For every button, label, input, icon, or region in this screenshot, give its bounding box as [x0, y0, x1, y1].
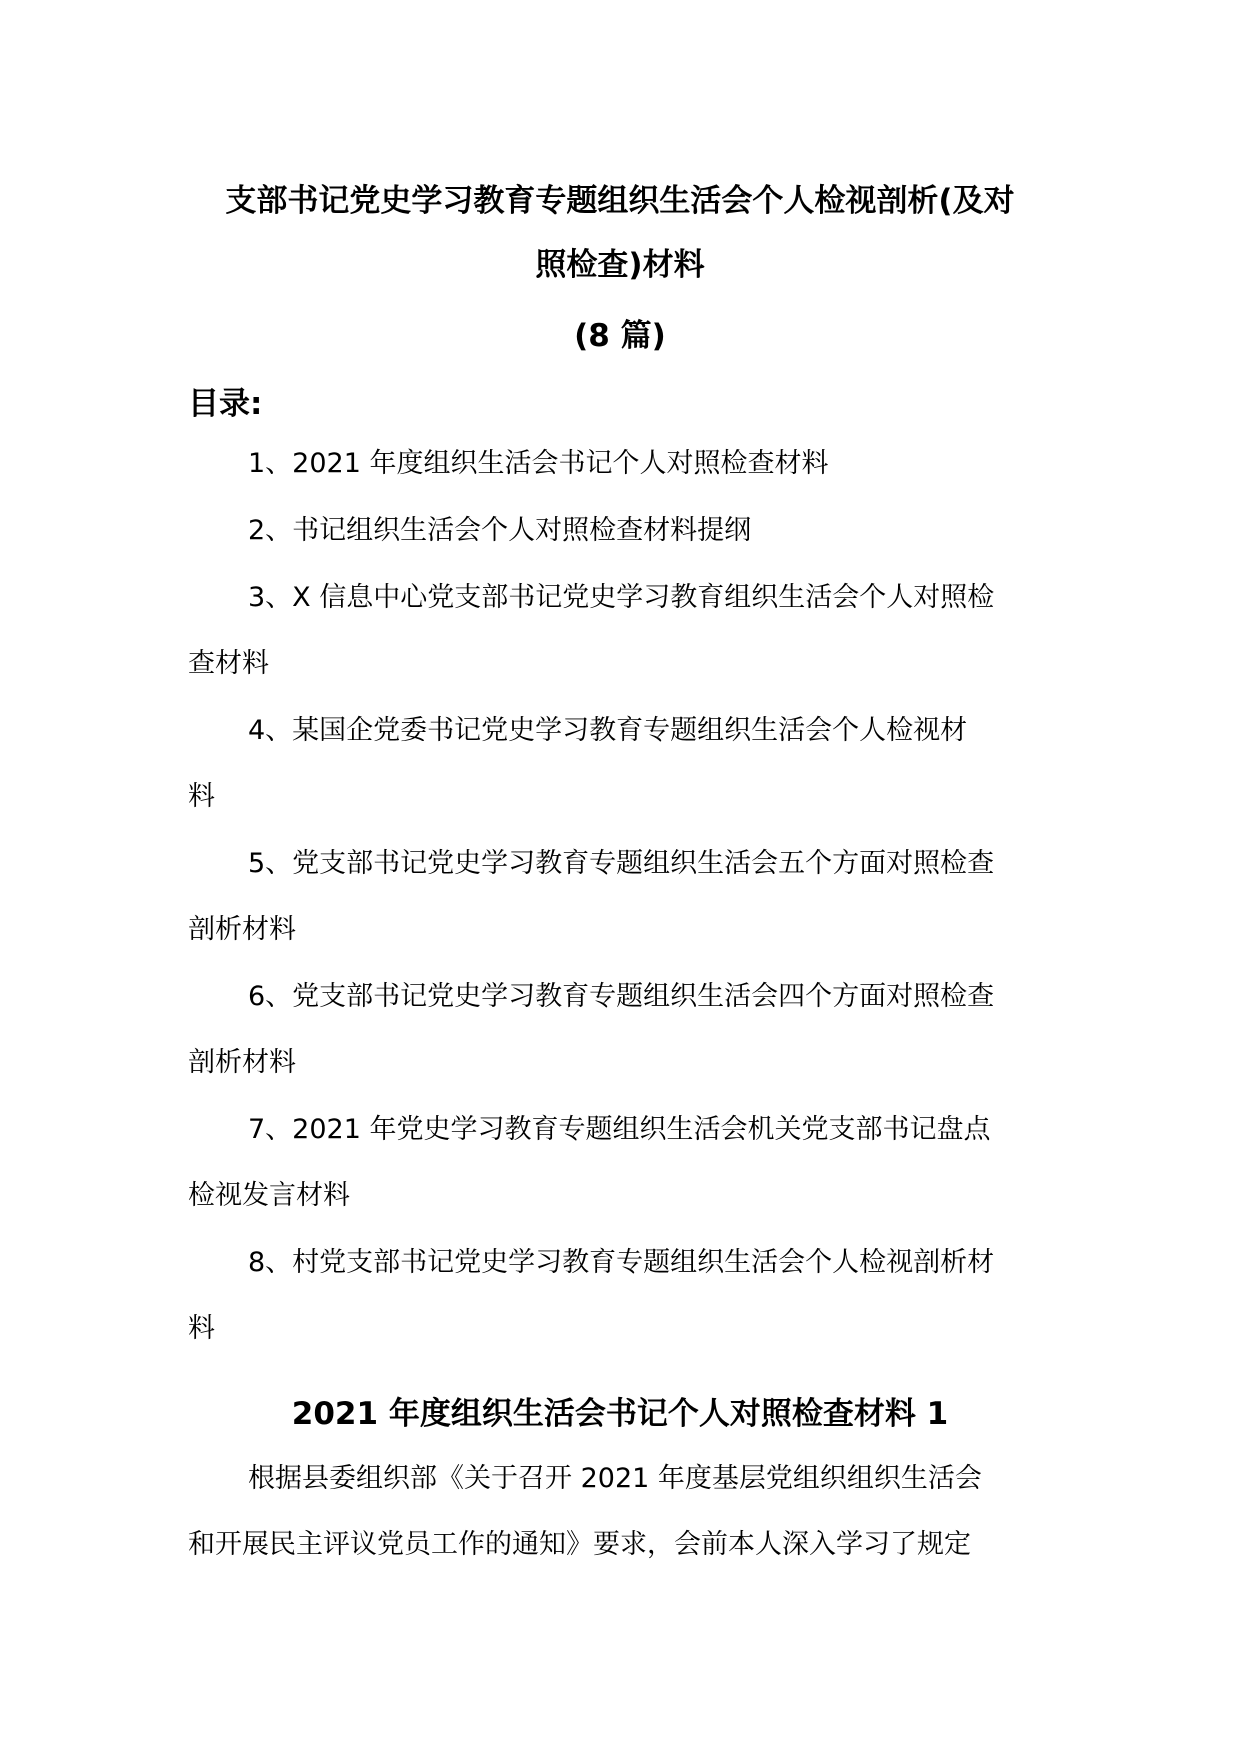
- toc-item-7-continued: 检视发言材料: [188, 1180, 350, 1211]
- toc-item-1: 1、2021 年度组织生活会书记个人对照检查材料: [248, 448, 829, 479]
- toc-item-5: 5、党支部书记党史学习教育专题组织生活会五个方面对照检查: [248, 848, 995, 879]
- toc-item-2: 2、书记组织生活会个人对照检查材料提纲: [248, 515, 752, 546]
- toc-item-8-continued: 料: [188, 1313, 215, 1344]
- document-title-line-2: 照检查)材料: [535, 247, 705, 283]
- toc-item-3-continued: 查材料: [188, 648, 269, 679]
- body-paragraph-line-2: 和开展民主评议党员工作的通知》要求，会前本人深入学习了规定: [188, 1529, 971, 1560]
- toc-item-6: 6、党支部书记党史学习教育专题组织生活会四个方面对照检查: [248, 981, 995, 1012]
- toc-item-5-continued: 剖析材料: [188, 914, 296, 945]
- document-title-line-1: 支部书记党史学习教育专题组织生活会个人检视剖析(及对: [225, 183, 1015, 219]
- toc-heading: 目录:: [188, 386, 263, 422]
- body-paragraph-line-1: 根据县委组织部《关于召开 2021 年度基层党组织组织生活会: [248, 1463, 982, 1494]
- toc-item-6-continued: 剖析材料: [188, 1047, 296, 1078]
- section-heading: 2021 年度组织生活会书记个人对照检查材料 1: [291, 1396, 949, 1432]
- document-title-count: (8 篇): [574, 318, 666, 354]
- toc-item-4: 4、某国企党委书记党史学习教育专题组织生活会个人检视材: [248, 715, 968, 746]
- toc-item-4-continued: 料: [188, 781, 215, 812]
- toc-item-3: 3、X 信息中心党支部书记党史学习教育组织生活会个人对照检: [248, 582, 995, 613]
- toc-item-7: 7、2021 年党史学习教育专题组织生活会机关党支部书记盘点: [248, 1114, 991, 1145]
- toc-item-8: 8、村党支部书记党史学习教育专题组织生活会个人检视剖析材: [248, 1247, 995, 1278]
